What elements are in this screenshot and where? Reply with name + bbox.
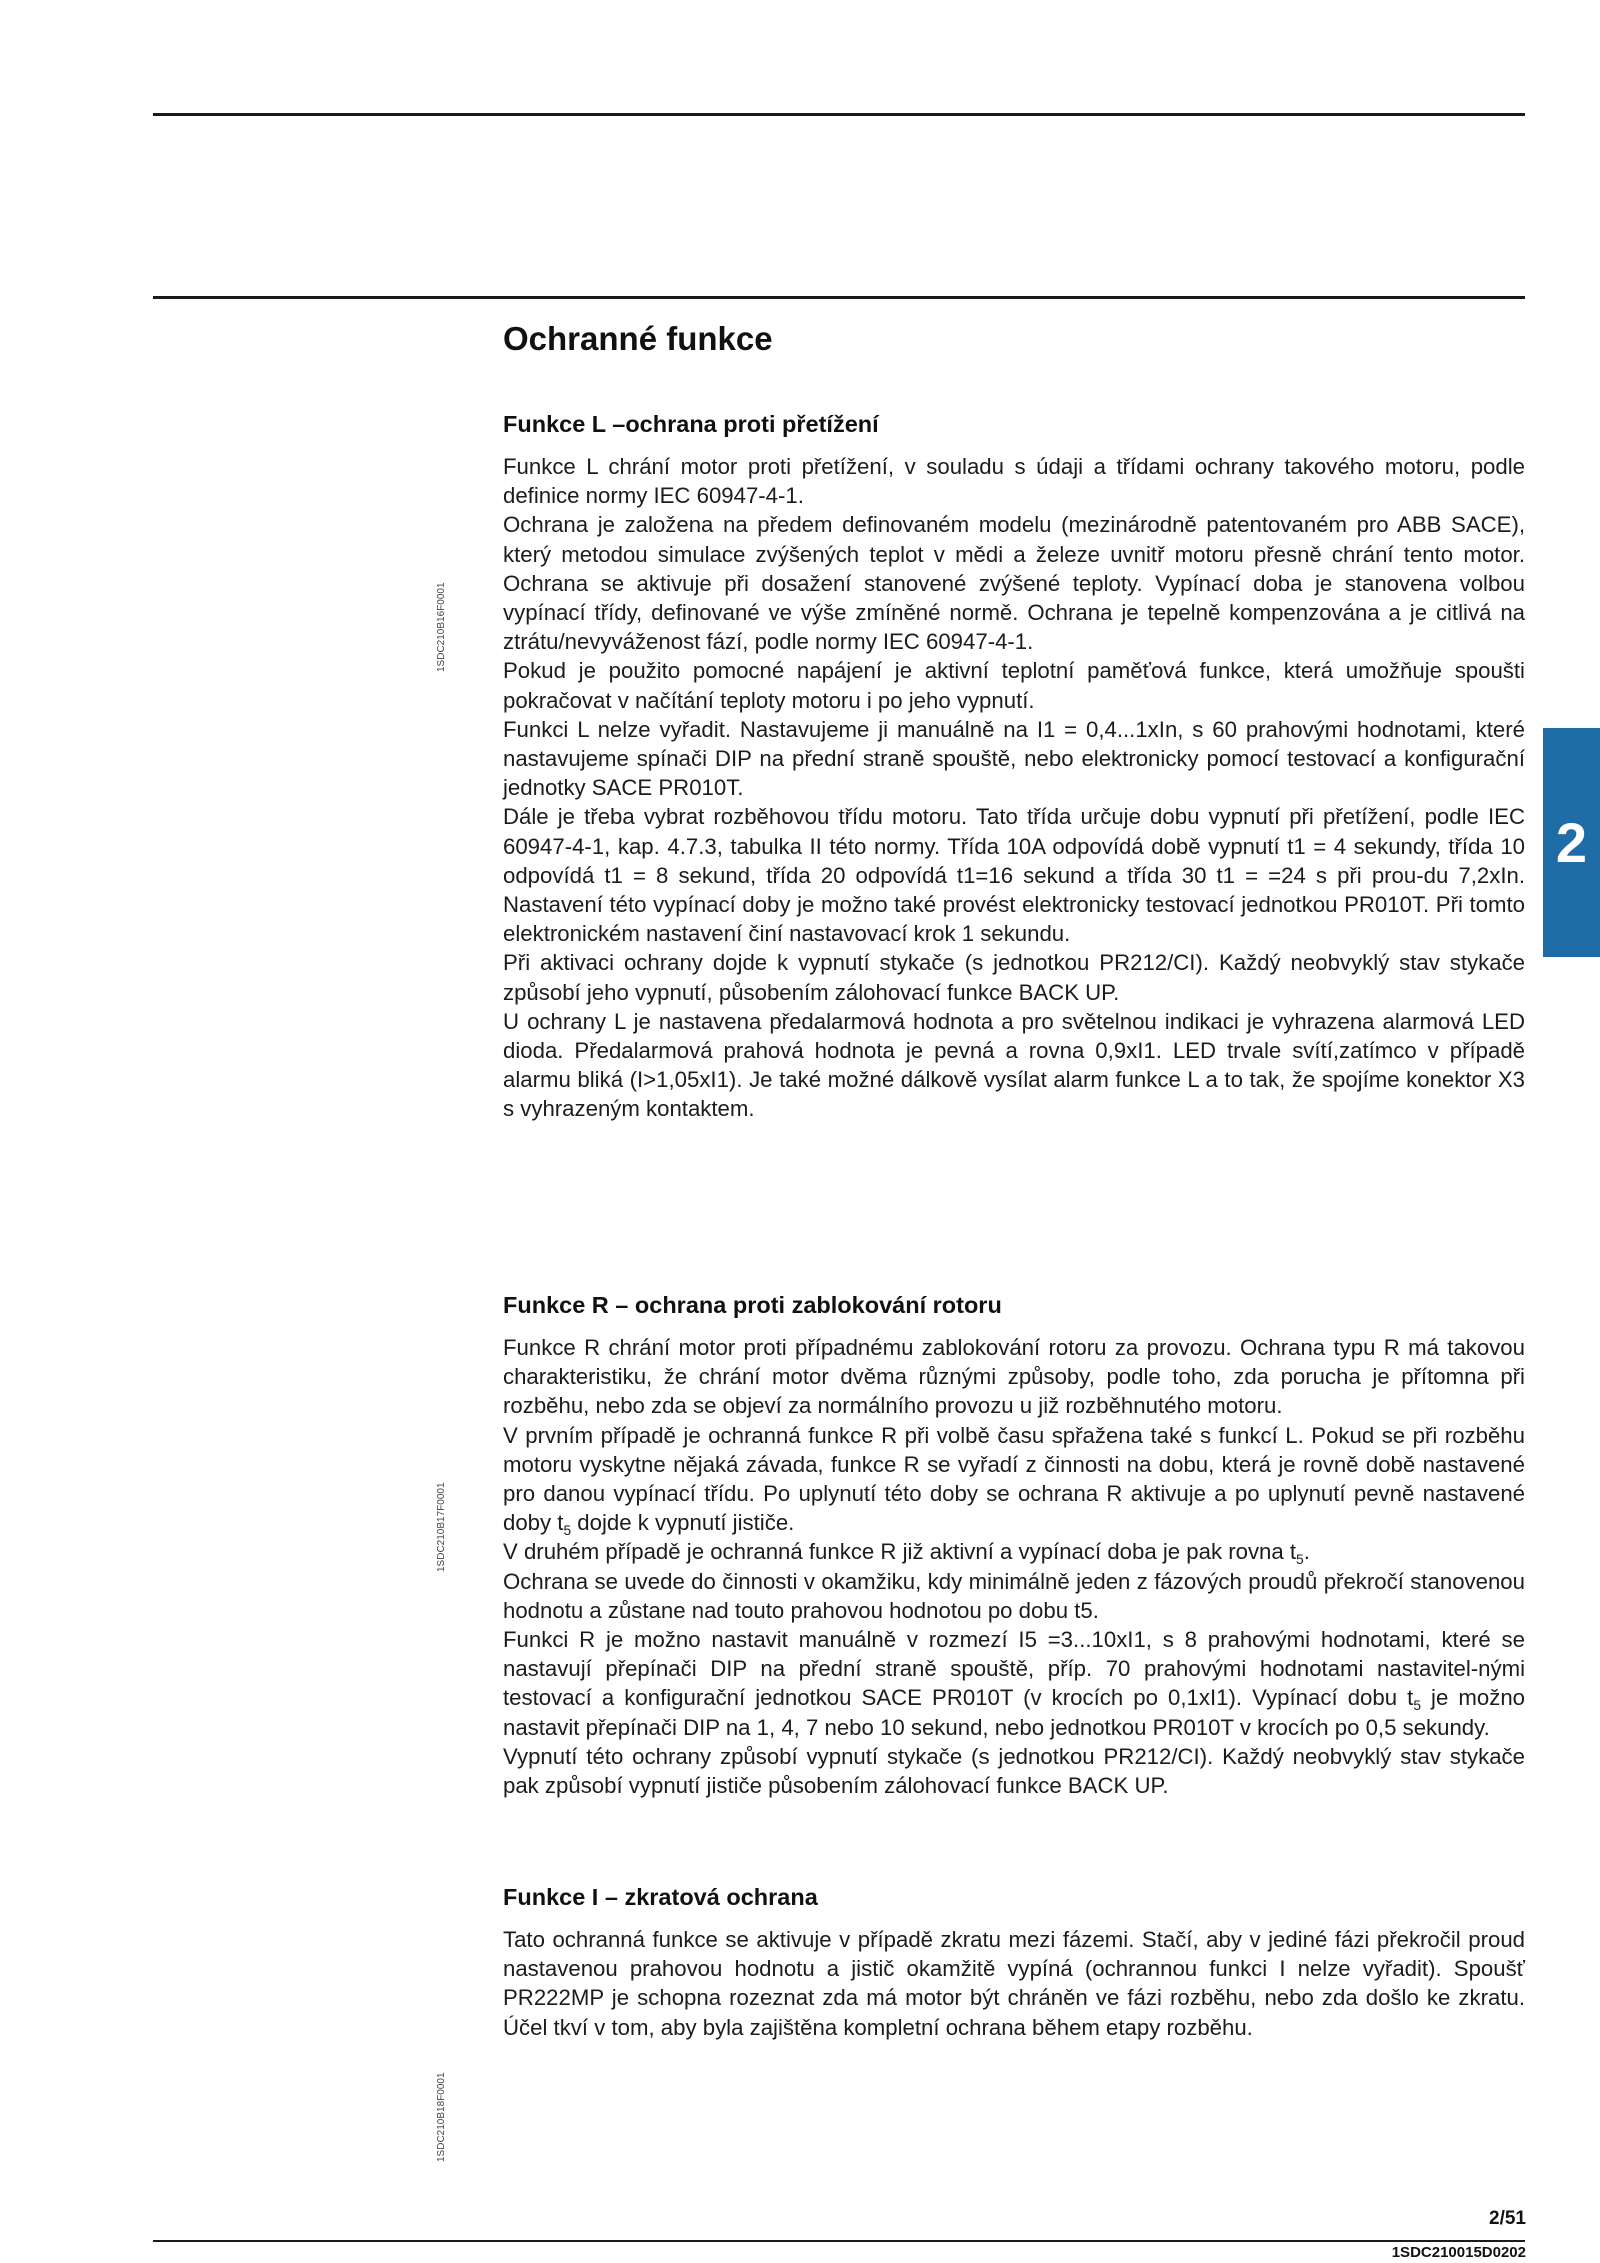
paragraph: Tato ochranná funkce se aktivuje v případě zkratu mezi fázemi. Stačí, aby v jediné fázi překročil proud nastavenou prahovou hodnotu a jistič okamžitě vypíná (ochrannou funkci I nelze vyřadit). Spoušť PR222MP je schopna rozeznat zda má motor být chráněn ve fázi rozběhu, nebo zda došlo ke zkratu. Účel tkví v tom, aby byla zajištěna kompletní ochrana během etapy rozběhu. — [503, 1927, 1525, 2040]
paragraph — [503, 1421, 1525, 1538]
subscript: 5 — [1413, 1698, 1421, 1714]
paragraph: Při aktivaci ochrany dojde k vypnutí stykače (s jednotkou PR212/CI). Každý neobvyklý stav stykače způsobí jeho vypnutí, působením zálohovací funkce BACK UP. — [503, 950, 1525, 1005]
section-function-l — [503, 409, 1525, 1124]
figure-code: 1SDC210B17F0001 — [436, 1482, 447, 1572]
paragraph: Funkci L nelze vyřadit. Nastavujeme ji manuálně na I1 = 0,4...1xIn, s 60 prahovými hodnotami, které nastavujeme spínači DIP na přední straně spouště, nebo elektronicky pomocí testovací a konfigurační jednotky SACE PR010T. — [503, 716, 1525, 801]
paragraph: Dále je třeba vybrat rozběhovou třídu motoru. Tato třída určuje dobu vypnutí při přetížení, podle IEC 60947-4-1, kap. 4.7.3, tabulka II této normy. Třída 10A odpovídá době vypnutí t1 = 4 sekundy, třída 10 odpovídá t1 = 8 sekund, třída 20 odpovídá t1=16 sekund a třída 30 t1 = =24 s při prou-du 7,2xIn. Nastavení této vypínací doby je možno také provést elektronicky testovací jednotkou PR010T. Při tomto elektronickém nastavení činí nastavovací krok 1 sekundu. — [503, 804, 1525, 947]
paragraph: Funkce L chrání motor proti přetížení, v souladu s údaji a třídami ochrany takového motoru, podle definice normy IEC 60947-4-1. — [503, 454, 1525, 509]
header-rule-top — [153, 113, 1525, 116]
section-function-r — [503, 1290, 1525, 1800]
paragraph-text: Funkci R je možno nastavit manuálně v rozmezí I5 =3...10xI1, s 8 prahovými hodnotami, které se nastavují přepínači DIP na přední straně spouště, příp. 70 prahovými hodnotami nastavitel-nými testovací a konfigurační jednotkou SACE PR010T (v krocích po 0,1xI1). Vypínací dobu t — [503, 1627, 1525, 1711]
paragraph-text: dojde k vypnutí jističe. — [571, 1510, 795, 1536]
footer-rule — [153, 2240, 1525, 2242]
document-code: 1SDC210015D0202 — [1391, 2244, 1526, 2261]
page-title: Ochranné funkce — [503, 320, 773, 357]
figure-code: 1SDC210B16F0001 — [436, 582, 447, 672]
header-rule-bottom — [153, 296, 1525, 299]
paragraph-text: V druhém případě je ochranná funkce R již aktivní a vypínací doba je pak rovna t — [503, 1539, 1297, 1565]
subscript: 5 — [1296, 1552, 1304, 1568]
chapter-tab: 2 — [1543, 728, 1600, 957]
section-function-i — [503, 1882, 1525, 2042]
paragraph — [503, 1537, 1525, 1566]
paragraph — [503, 1625, 1525, 1742]
page-number: 2/51 — [1489, 2208, 1526, 2229]
paragraph-text: V prvním případě je ochranná funkce R při volbě času spřažena také s funkcí L. Pokud se při rozběhu motoru vyskytne nějaká závada, funkce R se vyřadí z činnosti na dobu, která je rovně době nastavené pro danou vypínací třídu. Po uplynutí této doby se ochrana R aktivuje a po uplynutí pevně nastavené doby t — [503, 1422, 1525, 1536]
paragraph: Ochrana se uvede do činnosti v okamžiku, kdy minimálně jeden z fázových proudů překročí stanovenou hodnotu a zůstane nad touto prahovou hodnotou po dobu t5. — [503, 1568, 1525, 1623]
paragraph: Ochrana je založena na předem definovaném modelu (mezinárodně patentovaném pro ABB SACE), který metodou simulace zvýšených teplot v mědi a železe uvnitř motoru přesně chrání tento motor. Ochrana se aktivuje při dosažení stanovené zvýšené teploty. Vypínací doba je stanovena volbou vypínací třídy, definované ve výše zmíněné normě. Ochrana je tepelně kompenzována a je citlivá na ztrátu/nevyváženost fází, podle normy IEC 60947-4-1. — [503, 512, 1525, 655]
section-heading: Funkce L –ochrana proti přetížení — [503, 411, 879, 437]
paragraph-text: je možno nastavit přepínači DIP na 1, 4, 7 nebo 10 sekund, nebo jednotkou PR010T v krocích po 0,5 sekundy. — [503, 1685, 1525, 1740]
paragraph: Vypnutí této ochrany způsobí vypnutí stykače (s jednotkou PR212/CI). Každý neobvyklý stav stykače pak způsobí vypnutí jističe působením zálohovací funkce BACK UP. — [503, 1743, 1525, 1799]
subscript: 5 — [563, 1523, 572, 1539]
section-heading: Funkce R – ochrana proti zablokování rotoru — [503, 1292, 1002, 1318]
section-heading: Funkce I – zkratová ochrana — [503, 1884, 818, 1910]
paragraph-text: . — [1303, 1539, 1310, 1565]
paragraph: U ochrany L je nastavena předalarmová hodnota a pro světelnou indikaci je vyhrazena alarmová LED dioda. Předalarmová prahová hodnota je pevná a rovna 0,9xI1. LED trvale svítí,zatímco v případě alarmu bliká (I>1,05xI1). Je také možné dálkově vysílat alarm funkce L a to tak, že spojíme konektor X3 s vyhrazeným kontaktem. — [503, 1008, 1525, 1122]
figure-code: 1SDC210B18F0001 — [436, 2072, 447, 2162]
paragraph: Funkce R chrání motor proti případnému zablokování rotoru za provozu. Ochrana typu R má takovou charakteristiku, že chrání motor dvěma různými způsoby, podle toho, zda porucha je přítomna při rozběhu, nebo zda se objeví za normálního provozu u již rozběhnutého motoru. — [503, 1335, 1525, 1419]
paragraph: Pokud je použito pomocné napájení je aktivní teplotní paměťová funkce, která umožňuje spoušti pokračovat v načítání teploty motoru i po jeho vypnutí. — [503, 658, 1525, 713]
